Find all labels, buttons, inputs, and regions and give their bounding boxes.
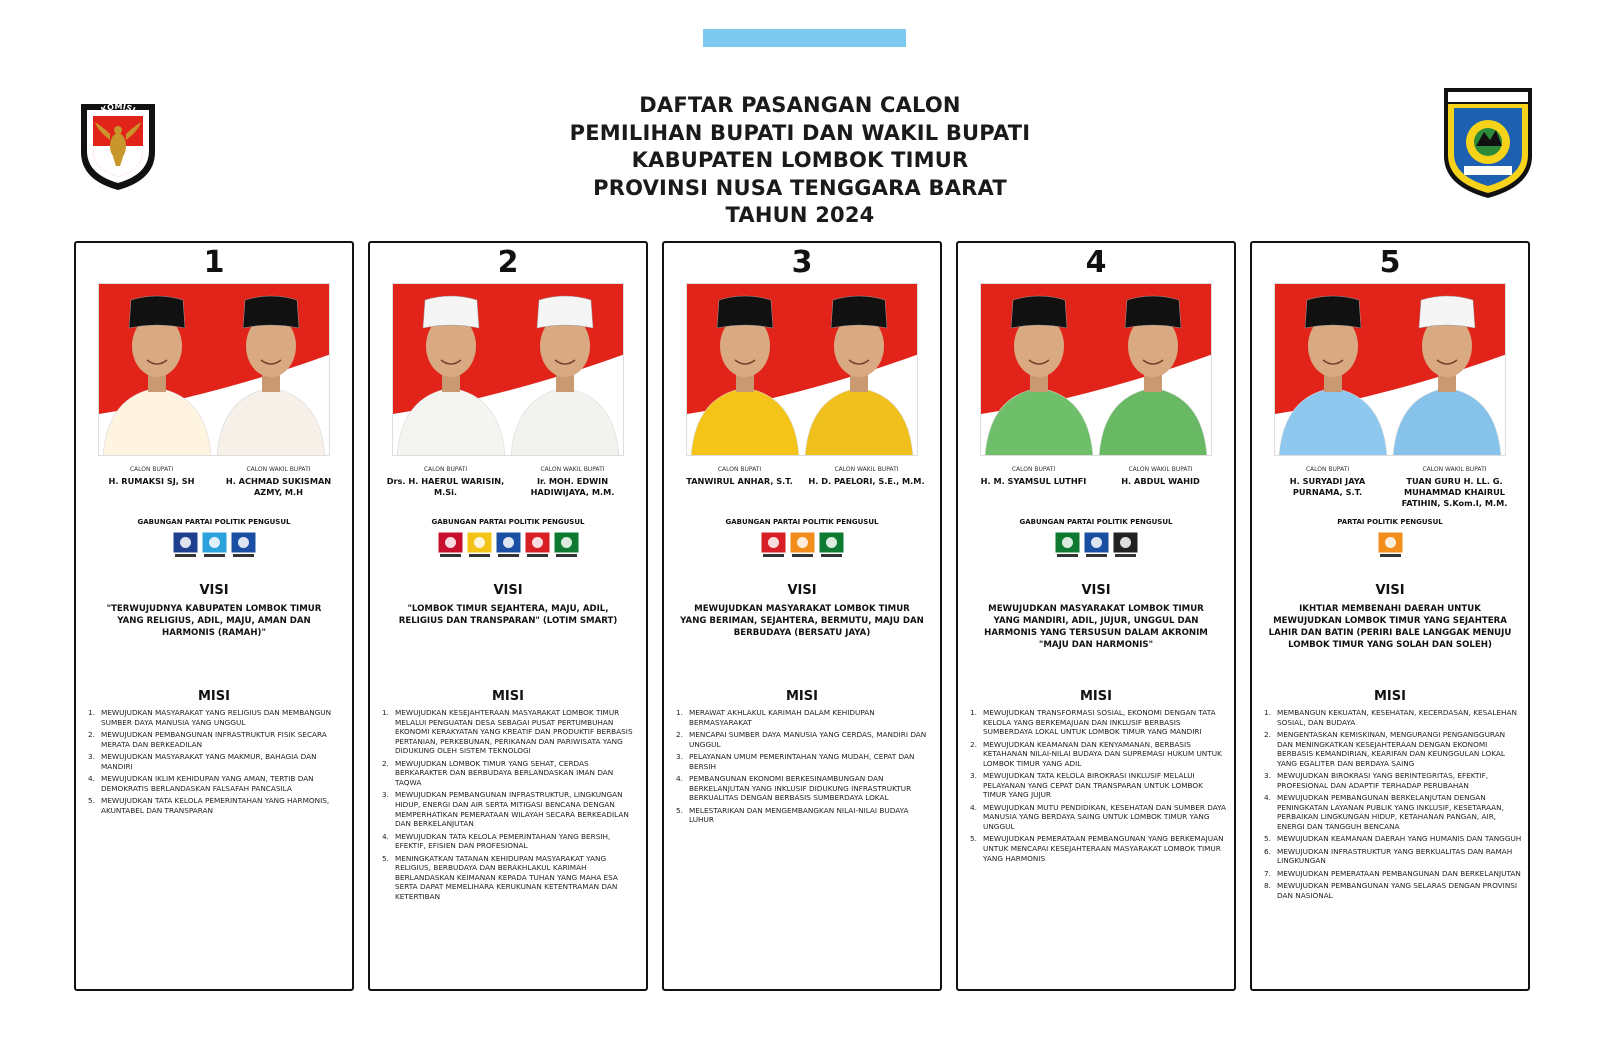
- misi-item: [676, 806, 934, 825]
- wakil-role-label: CALON WAKIL BUPATI: [246, 466, 311, 473]
- misi-item-text: MEWUJUDKAN KESEJAHTERAAN MASYARAKAT LOMBOK TIMUR MELALUI PENGUATAN DESA SEBAGAI PUSAT PERTUMBUHAN EKONOMI KERAKYATAN YANG KREATIF DAN PRODUKTIF BERBASIS PERTANIAN, PERKEBUNAN, PERIKANAN DAN PARIWISATA YANG DIDUKUNG OLEH SISTEM TEKNOLOGI: [395, 708, 633, 756]
- party-coalition-label: GABUNGAN PARTAI POLITIK PENGUSUL: [725, 518, 879, 526]
- title-line: PROVINSI NUSA TENGGARA BARAT: [593, 175, 1007, 200]
- visi-statement: MEWUJUDKAN MASYARAKAT LOMBOK TIMUR YANG BERIMAN, SEJAHTERA, BERMUTU, MAJU DAN BERBUDAYA (BERSATU JAYA): [680, 604, 924, 638]
- party-coalition-label: GABUNGAN PARTAI POLITIK PENGUSUL: [431, 518, 585, 526]
- misi-item-text: MEWUJUDKAN PEMERATAAN PEMBANGUNAN YANG BERKEMAJUAN UNTUK MENCAPAI KESEJAHTERAAN MASYARAKAT LOMBOK TIMUR YANG HARMONIS: [983, 834, 1224, 863]
- bupati-name: TANWIRUL ANHAR, S.T.: [686, 476, 793, 486]
- title-line: DAFTAR PASANGAN CALON: [639, 93, 961, 117]
- misi-item: [88, 708, 346, 727]
- misi-item-number: 2.: [88, 729, 95, 739]
- pks-icon: [1378, 532, 1403, 559]
- misi-item-text: PELAYANAN UMUM PEMERINTAHAN YANG MUDAH, CEPAT DAN BERSIH: [689, 751, 915, 771]
- misi-item: [88, 774, 346, 793]
- candidate-pair-photo: [98, 283, 330, 456]
- misi-list: [676, 708, 934, 828]
- wakil-name: H. ACHMAD SUKISMAN AZMY, M.H: [225, 476, 332, 497]
- bupati-name: H. RUMAKSI SJ, SH: [108, 476, 195, 486]
- misi-item-number: 5.: [970, 834, 977, 844]
- misi-item-text: MENCAPAI SUMBER DAYA MANUSIA YANG CERDAS, MANDIRI DAN UNGGUL: [689, 729, 927, 749]
- misi-list: [88, 708, 346, 818]
- misi-item-text: MEMBANGUN KEKUATAN, KESEHATAN, KECERDASAN, KESALEHAN SOSIAL, DAN BUDAYA: [1277, 708, 1517, 727]
- bupati-role-label: CALON BUPATI: [717, 466, 762, 473]
- bupati-candidate: [382, 465, 509, 498]
- misi-item: [88, 752, 346, 771]
- misi-item-number: 5.: [1264, 834, 1271, 844]
- misi-item-text: MEWUJUDKAN TATA KELOLA PEMERINTAHAN YANG HARMONIS, AKUNTABEL DAN TRANSPARAN: [101, 795, 330, 815]
- ppp-icon: [554, 532, 579, 559]
- party-logos: [370, 532, 646, 559]
- pkb-icon: [1055, 532, 1080, 559]
- bupati-name: H. SURYADI JAYA PURNAMA, S.T.: [1289, 476, 1366, 497]
- bupati-candidate: [1264, 465, 1391, 509]
- visi-statement: "TERWUJUDNYA KABUPATEN LOMBOK TIMUR YANG RELIGIUS, ADIL, MAJU, AMAN DAN HARMONIS (RAMAH)": [106, 604, 322, 638]
- misi-item-text: MEWUJUDKAN PEMBANGUNAN INFRASTRUKTUR FISIK SECARA MERATA DAN BERKEADILAN: [101, 729, 327, 749]
- misi-item: [88, 796, 346, 815]
- visi-heading: VISI: [787, 583, 817, 598]
- misi-item-number: 2.: [676, 729, 683, 739]
- misi-heading: MISI: [1080, 689, 1112, 704]
- misi-item-number: 3.: [88, 751, 95, 761]
- bupati-name: Drs. H. HAERUL WARISIN, M.Si.: [386, 476, 505, 497]
- title-line: PEMILIHAN BUPATI DAN WAKIL BUPATI: [569, 120, 1031, 145]
- bupati-role-label: CALON BUPATI: [1305, 466, 1350, 473]
- party-coalition-label: PARTAI POLITIK PENGUSUL: [1337, 518, 1443, 526]
- misi-item-number: 3.: [1264, 771, 1271, 781]
- misi-item-number: 3.: [382, 790, 389, 800]
- misi-item-number: 4.: [382, 831, 389, 841]
- pan-icon: [496, 532, 521, 559]
- misi-item-number: 2.: [970, 739, 977, 749]
- misi-item: [970, 740, 1228, 769]
- visi-heading: VISI: [1375, 583, 1405, 598]
- misi-item-number: 4.: [970, 802, 977, 812]
- visi-heading: VISI: [199, 583, 229, 598]
- bupati-candidate: [970, 465, 1097, 487]
- candidate-number: 2: [497, 245, 519, 280]
- bupati-role-label: CALON BUPATI: [423, 466, 468, 473]
- misi-item-text: MEWUJUDKAN TATA KELOLA BIROKRASI INKLUSIF MELALUI PELAYANAN YANG CEPAT DAN TRANSPARAN UNTUK LOMBOK TIMUR YANG JUJUR: [983, 771, 1203, 800]
- candidate-pair-photo: [686, 283, 918, 456]
- misi-heading: MISI: [492, 689, 524, 704]
- candidate-card-5: [1250, 241, 1530, 991]
- hanura-icon: [1113, 532, 1138, 559]
- pbb-icon: [819, 532, 844, 559]
- misi-item-number: 1.: [382, 708, 389, 717]
- pdip-icon: [761, 532, 786, 559]
- wakil-candidate: [1097, 465, 1224, 487]
- misi-item: [382, 759, 640, 788]
- misi-item-text: MENGENTASKAN KEMISKINAN, MENGURANGI PENGANGGURAN DAN MENINGKATKAN KESEJAHTERAAN DENGAN EKONOMI BERBASIS KEMANDIRIAN, KEARIFAN DAN KEUNGGULAN LOKAL YANG EGALITER DAN BERDAYA SAING: [1277, 729, 1506, 768]
- bupati-name: H. M. SYAMSUL LUTHFI: [980, 476, 1087, 486]
- lombok-timur-logo: [1442, 86, 1534, 200]
- misi-list: [382, 708, 640, 904]
- candidate-number: 1: [203, 245, 225, 280]
- candidate-names: [970, 465, 1224, 487]
- candidate-names: [676, 465, 930, 487]
- misi-item-number: 4.: [1264, 793, 1271, 803]
- misi-item: [1264, 881, 1522, 900]
- candidate-pair-photo: [1274, 283, 1506, 456]
- misi-item-number: 1.: [1264, 708, 1271, 717]
- candidate-card-4: [956, 241, 1236, 991]
- party-coalition-label: GABUNGAN PARTAI POLITIK PENGUSUL: [1019, 518, 1173, 526]
- golkar-icon: [467, 532, 492, 559]
- party-logos: [664, 532, 940, 559]
- gerindra-icon: [438, 532, 463, 559]
- misi-item: [1264, 793, 1522, 831]
- misi-item-text: PEMBANGUNAN EKONOMI BERKESINAMBUNGAN DAN BERKELANJUTAN YANG INKLUSIF DIDUKUNG INFRASTRUKTUR BERKUALITAS DENGAN BERBASIS SUMBERDAYA LOKAL: [689, 773, 912, 803]
- gelora-icon: [202, 532, 227, 559]
- misi-list: [1264, 708, 1522, 903]
- misi-item: [1264, 708, 1522, 727]
- misi-item-number: 6.: [1264, 846, 1271, 856]
- misi-item-text: MERAWAT AKHLAKUL KARIMAH DALAM KEHIDUPAN BERMASYARAKAT: [689, 708, 875, 727]
- visi-statement: MEWUJUDKAN MASYARAKAT LOMBOK TIMUR YANG MANDIRI, ADIL, JUJUR, UNGGUL DAN HARMONIS YANG TERSUSUN DALAM AKRONIM "MAJU DAN HARMONIS": [984, 604, 1208, 650]
- misi-item-text: MEWUJUDKAN KEAMANAN DAERAH YANG HUMANIS DAN TANGGUH: [1277, 834, 1522, 844]
- wakil-name: H. D. PAELORI, S.E., M.M.: [808, 476, 925, 486]
- misi-item-text: MEWUJUDKAN LOMBOK TIMUR YANG SEHAT, CERDAS BERKARAKTER DAN BERBUDAYA BERLANDASKAN IMAN DAN TAQWA: [395, 758, 614, 787]
- misi-item-number: 5.: [88, 795, 95, 805]
- bupati-candidate: [676, 465, 803, 487]
- top-accent-bar: [703, 29, 906, 47]
- misi-item-number: 4.: [676, 773, 683, 783]
- misi-item-text: MELESTARIKAN DAN MENGEMBANGKAN NILAI-NILAI BUDAYA LUHUR: [689, 805, 909, 825]
- misi-item: [676, 752, 934, 771]
- visi-heading: VISI: [1081, 583, 1111, 598]
- wakil-candidate: [803, 465, 930, 487]
- visi-statement: "LOMBOK TIMUR SEJAHTERA, MAJU, ADIL, RELIGIUS DAN TRANSPARAN" (LOTIM SMART): [398, 604, 618, 626]
- misi-item-number: 3.: [676, 751, 683, 761]
- misi-item: [1264, 730, 1522, 768]
- misi-item-number: 2.: [382, 758, 389, 768]
- candidate-names: [1264, 465, 1518, 509]
- misi-item-text: MEWUJUDKAN PEMBANGUNAN BERKELANJUTAN DENGAN PENINGKATAN LAYANAN PUBLIK YANG INKLUSIF, KESETARAAN, PERBAIKAN LINGKUNGAN HIDUP, KETAHANAN PANGAN, AIR, ENERGI DAN TANGGUH BENCANA: [1277, 793, 1504, 831]
- candidate-pair-photo: [392, 283, 624, 456]
- candidate-card-3: [662, 241, 942, 991]
- solidaritas-icon: [525, 532, 550, 559]
- misi-item: [382, 832, 640, 851]
- misi-item: [382, 854, 640, 902]
- misi-item-number: 5.: [382, 853, 389, 863]
- misi-item-text: MEWUJUDKAN IKLIM KEHIDUPAN YANG AMAN, TERTIB DAN DEMOKRATIS BERLANDASKAN FALSAFAH PANCASILA: [101, 773, 314, 793]
- party-logos: [76, 532, 352, 559]
- misi-item-text: MENINGKATKAN TATANAN KEHIDUPAN MASYARAKAT YANG RELIGIUS, BERBUDAYA DAN BERAKHLAKUL KARIMAH BERLANDASKAN KEIMANAN KEPADA TUHAN YANG MAHA ESA SERTA DAPAT MEMELIHARA KERUKUNAN KETENTRAMAN DAN KETERTIBAN: [395, 853, 618, 901]
- misi-item-text: MEWUJUDKAN MASYARAKAT YANG RELIGIUS DAN MEMBANGUN SUMBER DAYA MANUSIA YANG UNGGUL: [101, 708, 332, 727]
- bupati-role-label: CALON BUPATI: [129, 466, 174, 473]
- misi-item: [676, 708, 934, 727]
- wakil-candidate: [1391, 465, 1518, 509]
- candidate-pair-photo: [980, 283, 1212, 456]
- misi-item-text: MEWUJUDKAN PEMERATAAN PEMBANGUNAN DAN BERKELANJUTAN: [1277, 868, 1521, 878]
- misi-item-number: 1.: [970, 708, 977, 717]
- party-logos: [1252, 532, 1528, 559]
- misi-heading: MISI: [1374, 689, 1406, 704]
- poster-title: [0, 92, 1600, 230]
- title-line: TAHUN 2024: [725, 203, 875, 227]
- misi-item: [1264, 847, 1522, 866]
- misi-item-text: MEWUJUDKAN KEAMANAN DAN KENYAMANAN, BERBASIS KETAHANAN NILAI-NILAI BUDAYA DAN SUPREMASI HUKUM UNTUK LOMBOK TIMUR YANG ADIL: [983, 739, 1222, 768]
- bupati-role-label: CALON BUPATI: [1011, 466, 1056, 473]
- misi-heading: MISI: [786, 689, 818, 704]
- misi-item: [382, 790, 640, 828]
- wakil-name: TUAN GURU H. LL. G. MUHAMMAD KHAIRUL FATIHIN, S.Kom.I, M.M.: [1401, 476, 1508, 508]
- party-coalition-label: GABUNGAN PARTAI POLITIK PENGUSUL: [137, 518, 291, 526]
- wakil-name: Ir. MOH. EDWIN HADIWIJAYA, M.M.: [530, 476, 615, 497]
- candidate-number: 4: [1085, 245, 1107, 280]
- bupati-candidate: [88, 465, 215, 498]
- misi-item-text: MEWUJUDKAN TATA KELOLA PEMERINTAHAN YANG BERSIH, EFEKTIF, EFISIEN DAN PROFESIONAL: [395, 831, 611, 851]
- misi-item-text: MEWUJUDKAN TRANSFORMASI SOSIAL, EKONOMI DENGAN TATA KELOLA YANG BERKEMAJUAN DAN INKLUSIF BERBASIS SUMBERDAYA LOKAL UNTUK LOMBOK TIMUR YANG MANDIRI: [983, 708, 1216, 737]
- candidate-card-2: [368, 241, 648, 991]
- wakil-role-label: CALON WAKIL BUPATI: [834, 466, 899, 473]
- misi-item-text: MEWUJUDKAN INFRASTRUKTUR YANG BERKUALITAS DAN RAMAH LINGKUNGAN: [1277, 846, 1513, 866]
- wakil-role-label: CALON WAKIL BUPATI: [540, 466, 605, 473]
- misi-item-number: 4.: [88, 773, 95, 783]
- misi-item-text: MEWUJUDKAN MASYARAKAT YANG MAKMUR, BAHAGIA DAN MANDIRI: [101, 751, 317, 771]
- misi-item: [1264, 834, 1522, 844]
- nasdem-icon: [173, 532, 198, 559]
- candidate-number: 3: [791, 245, 813, 280]
- wakil-candidate: [215, 465, 342, 498]
- misi-item: [88, 730, 346, 749]
- wakil-name: H. ABDUL WAHID: [1121, 476, 1200, 486]
- candidate-names: [382, 465, 636, 498]
- misi-item-number: 5.: [676, 805, 683, 815]
- misi-item-number: 8.: [1264, 881, 1271, 891]
- candidate-number: 5: [1379, 245, 1401, 280]
- misi-item-number: 7.: [1264, 868, 1271, 878]
- misi-item: [970, 834, 1228, 863]
- misi-item-number: 1.: [676, 708, 683, 717]
- misi-heading: MISI: [198, 689, 230, 704]
- candidate-card-1: [74, 241, 354, 991]
- svg-text:KOMISI: KOMISI: [99, 101, 137, 115]
- misi-item-number: 1.: [88, 708, 95, 717]
- misi-item: [970, 708, 1228, 737]
- misi-item: [676, 774, 934, 803]
- title-line: KABUPATEN LOMBOK TIMUR: [631, 148, 969, 172]
- misi-item: [970, 771, 1228, 800]
- misi-list: [970, 708, 1228, 866]
- wakil-role-label: CALON WAKIL BUPATI: [1422, 466, 1487, 473]
- misi-item-text: MEWUJUDKAN PEMBANGUNAN INFRASTRUKTUR, LINGKUNGAN HIDUP, ENERGI DAN AIR SERTA MITIGASI BENCANA DENGAN MEMPERHATIKAN PEMERATAAN WILAYAH SECARA BERKEADILAN DAN BERKELANJUTAN: [395, 790, 629, 829]
- misi-item: [382, 708, 640, 756]
- misi-item-number: 3.: [970, 771, 977, 781]
- misi-item: [1264, 771, 1522, 790]
- wakil-role-label: CALON WAKIL BUPATI: [1128, 466, 1193, 473]
- candidate-names: [88, 465, 342, 498]
- party-logos: [958, 532, 1234, 559]
- misi-item-text: MEWUJUDKAN PEMBANGUNAN YANG SELARAS DENGAN PROVINSI DAN NASIONAL: [1277, 881, 1518, 900]
- misi-item: [1264, 869, 1522, 879]
- misi-item-text: MEWUJUDKAN MUTU PENDIDIKAN, KESEHATAN DAN SUMBER DAYA MANUSIA YANG BERDAYA SAING UNTUK LOMBOK TIMUR YANG UNGGUL: [983, 802, 1227, 831]
- demokrat-icon: [231, 532, 256, 559]
- wakil-candidate: [509, 465, 636, 498]
- misi-item-text: MEWUJUDKAN BIROKRASI YANG BERINTEGRITAS, EFEKTIF, PROFESIONAL DAN ADAPTIF TERHADAP PERUBAHAN: [1277, 771, 1489, 790]
- misi-item: [676, 730, 934, 749]
- buruh-icon: [790, 532, 815, 559]
- perindo-icon: [1084, 532, 1109, 559]
- misi-item-number: 2.: [1264, 729, 1271, 739]
- visi-statement: IKHTIAR MEMBENAHI DAERAH UNTUK MEWUJUDKAN LOMBOK TIMUR YANG SEJAHTERA LAHIR DAN BATIN (PERIRI BALE LANGGAK MENUJU LOMBOK TIMUR YANG SOLAH DAN SOLEH): [1268, 604, 1512, 650]
- misi-item: [970, 803, 1228, 832]
- visi-heading: VISI: [493, 583, 523, 598]
